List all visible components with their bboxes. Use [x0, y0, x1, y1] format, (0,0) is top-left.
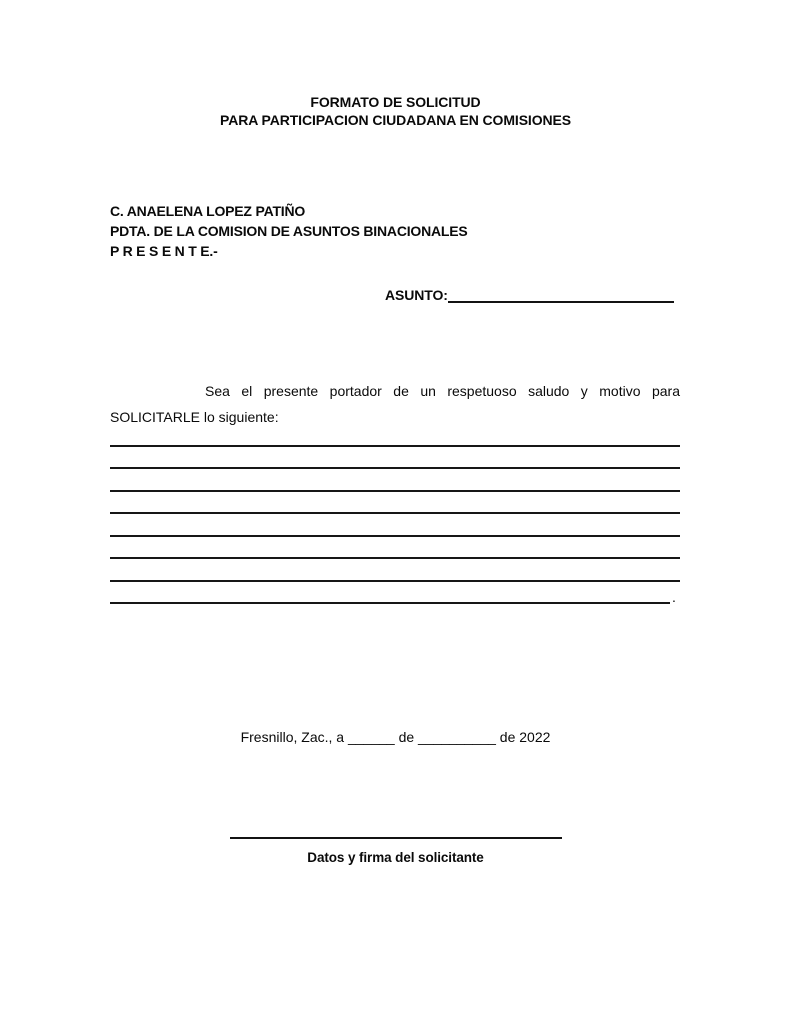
addressee-position: PDTA. DE LA COMISION DE ASUNTOS BINACIONALES	[110, 223, 468, 239]
answer-lines	[110, 424, 680, 604]
answer-line	[110, 469, 680, 492]
answer-line-last	[110, 582, 680, 605]
subject-blank-line	[448, 287, 674, 303]
title-line-1: FORMATO DE SOLICITUD	[310, 94, 481, 110]
addressee-block	[110, 201, 468, 261]
answer-line	[110, 424, 680, 447]
signature-caption: Datos y firma del solicitante	[307, 850, 484, 865]
signature-rule	[230, 837, 562, 839]
addressee-salutation: P R E S E N T E.-	[110, 243, 218, 259]
document-title	[0, 93, 791, 129]
body-paragraph: Sea el presente portador de un respetuoso saludo y motivo para SOLICITARLE lo siguiente:	[110, 383, 680, 425]
subject-row	[385, 287, 674, 303]
answer-line	[110, 492, 680, 515]
subject-label: ASUNTO:	[385, 287, 448, 303]
title-line-2: PARA PARTICIPACION CIUDADANA EN COMISIONES	[220, 112, 571, 128]
addressee-name: C. ANAELENA LOPEZ PATIÑO	[110, 203, 306, 219]
answer-line	[110, 514, 680, 537]
answer-line	[110, 537, 680, 560]
answer-line-rule	[110, 582, 670, 605]
date-line: Fresnillo, Zac., a ______ de __________ de 2022	[240, 729, 551, 745]
line-end-period: .	[672, 589, 676, 605]
answer-line	[110, 447, 680, 470]
answer-line	[110, 559, 680, 582]
